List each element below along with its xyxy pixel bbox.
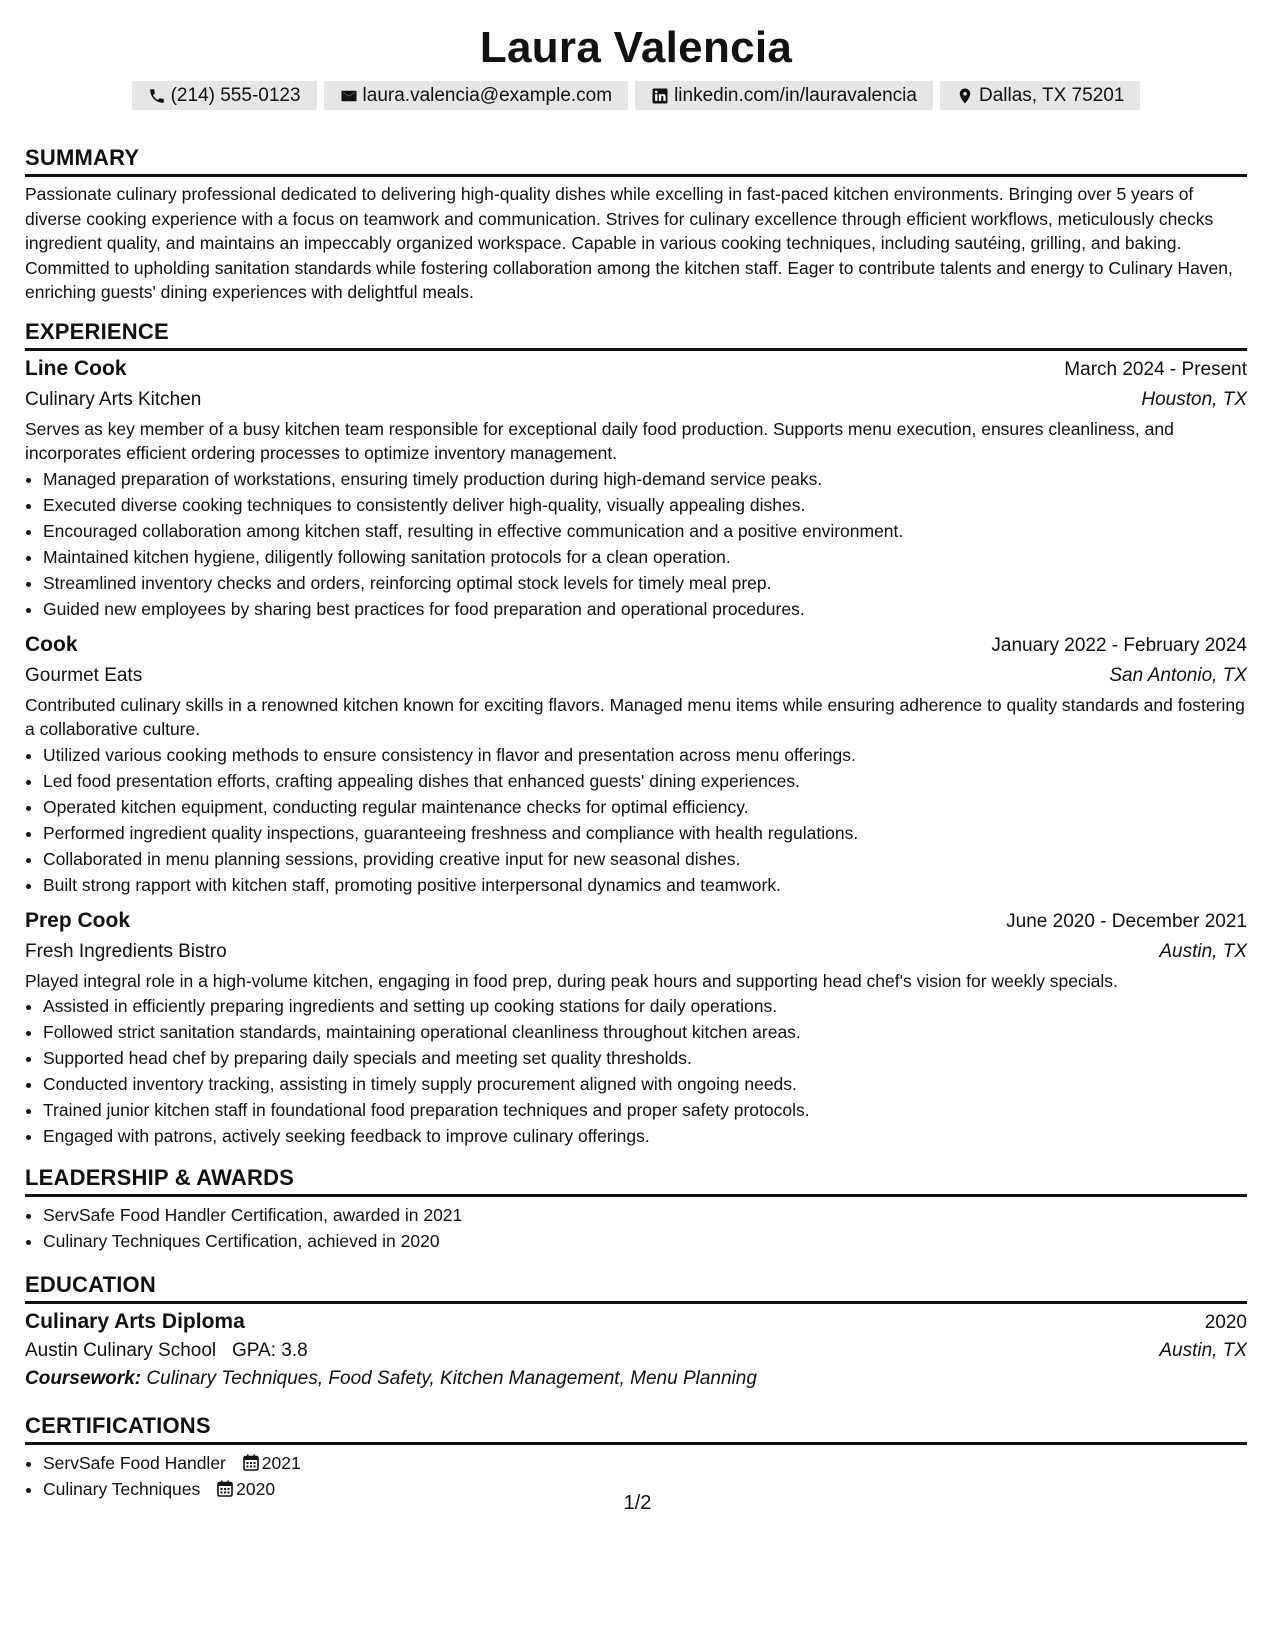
- job-location: Austin, TX: [1159, 940, 1247, 962]
- job-title: Cook: [25, 632, 78, 656]
- job-title: Line Cook: [25, 356, 127, 380]
- job-description: Played integral role in a high-volume kitchen, engaging in food prep, during peak hours and supporting head chef's vision for weekly specials.: [25, 970, 1118, 991]
- section-title-certifications: CERTIFICATIONS: [25, 1413, 1247, 1445]
- school-line: [25, 1337, 308, 1365]
- contact-bar: [25, 81, 1247, 110]
- coursework-text: Culinary Techniques, Food Safety, Kitchen Management, Menu Planning: [146, 1368, 757, 1389]
- section-title-leadership: LEADERSHIP & AWARDS: [25, 1165, 1247, 1197]
- job-dates: March 2024 - Present: [1064, 358, 1247, 380]
- section-title-summary: SUMMARY: [25, 145, 1247, 177]
- section-title-experience: EXPERIENCE: [25, 319, 1247, 351]
- cert-name: Culinary Techniques: [43, 1479, 201, 1499]
- school-name: Austin Culinary School: [25, 1340, 217, 1361]
- summary-text: Passionate culinary professional dedicated to delivering high-quality dishes while excelling in fast-paced kitchen environments. Bringing over 5 years of diverse cooking experience with a focus on teamwork and communication. Strives for culinary excellence through efficient workflows, meticulously checks ingredient quality, and maintains an impeccably organized workspace. Capable in various cooking techniques, including sautéing, grilling, and baking. Committed to upholding sanitation standards while fostering collaboration among the kitchen staff. Eager to contribute talents and energy to Culinary Haven, enriching guests' dining experiences with delightful meals.: [25, 184, 1233, 302]
- resume-page: [25, 22, 1247, 1502]
- job-location: San Antonio, TX: [1109, 664, 1247, 686]
- job-bullets: [25, 742, 1247, 898]
- cert-year: 2021: [261, 1453, 301, 1473]
- job-entry: [25, 631, 1247, 898]
- list-item: • Engaged with patrons, actively seeking feedback to improve culinary offerings.: [43, 1123, 1247, 1149]
- contact-location[interactable]: [940, 81, 1140, 110]
- section-title-education: EDUCATION: [25, 1272, 1247, 1304]
- map-pin-icon: [956, 87, 974, 105]
- list-item: • Culinary Techniques Certification, achieved in 2020: [43, 1228, 1247, 1254]
- education-section: [25, 1272, 1247, 1393]
- leadership-section: [25, 1165, 1247, 1254]
- list-item: • Collaborated in menu planning sessions, providing creative input for new seasonal dishes.: [43, 846, 1247, 872]
- contact-linkedin[interactable]: [635, 81, 933, 110]
- cert-name: ServSafe Food Handler: [43, 1453, 226, 1473]
- coursework-line: [25, 1365, 1247, 1393]
- phone-icon: [148, 87, 166, 105]
- gpa: GPA: 3.8: [232, 1340, 308, 1361]
- calendar-icon: [243, 1454, 259, 1471]
- list-item: • Led food presentation efforts, crafting appealing dishes that enhanced guests' dining experiences.: [43, 768, 1247, 794]
- candidate-name: Laura Valencia: [479, 23, 793, 72]
- cert-year: 2020: [236, 1479, 276, 1499]
- list-item: • Utilized various cooking methods to ensure consistency in flavor and presentation across menu offerings.: [43, 742, 1247, 768]
- job-location: Houston, TX: [1141, 388, 1247, 410]
- job-entry: [25, 907, 1247, 1150]
- list-item: • Supported head chef by preparing daily specials and meeting set quality thresholds.: [43, 1045, 1247, 1071]
- location-text: Dallas, TX 75201: [978, 85, 1125, 106]
- school-location: Austin, TX: [1159, 1340, 1247, 1361]
- job-company: Gourmet Eats: [25, 664, 143, 686]
- list-item: • Encouraged collaboration among kitchen staff, resulting in effective communication and a positive environment.: [43, 518, 1247, 544]
- list-item: • Streamlined inventory checks and orders, reinforcing optimal stock levels for timely meal prep.: [43, 570, 1247, 596]
- list-item: [43, 1450, 1247, 1476]
- graduation-year: 2020: [1204, 1312, 1247, 1333]
- job-description: Contributed culinary skills in a renowned kitchen known for exciting flavors. Managed menu items while ensuring adherence to quality standards and fostering a collaborative culture.: [25, 694, 1245, 739]
- job-dates: January 2022 - February 2024: [991, 634, 1247, 656]
- list-item: • Guided new employees by sharing best practices for food preparation and operational procedures.: [43, 596, 1247, 622]
- job-company: Fresh Ingredients Bistro: [25, 940, 227, 962]
- job-bullets: [25, 466, 1247, 622]
- job-dates: June 2020 - December 2021: [1006, 910, 1247, 932]
- list-item: • Followed strict sanitation standards, maintaining operational cleanliness throughout kitchen areas.: [43, 1019, 1247, 1045]
- page-number: 1/2: [623, 1492, 652, 1514]
- envelope-icon: [340, 87, 358, 105]
- job-description: Serves as key member of a busy kitchen team responsible for exceptional daily food production. Supports menu execution, ensures cleanliness, and incorporates efficient ordering processes to optimize inventory management.: [25, 418, 1174, 463]
- degree-title: Culinary Arts Diploma: [25, 1310, 245, 1333]
- list-item: • Maintained kitchen hygiene, diligently following sanitation protocols for a clean operation.: [43, 544, 1247, 570]
- summary-section: [25, 145, 1247, 305]
- list-item: • Performed ingredient quality inspections, guaranteeing freshness and compliance with health regulations.: [43, 820, 1247, 846]
- coursework-label: Coursework:: [25, 1368, 142, 1389]
- list-item: • Executed diverse cooking techniques to consistently deliver high-quality, visually appealing dishes.: [43, 492, 1247, 518]
- list-item: • Assisted in efficiently preparing ingredients and setting up cooking stations for daily operations.: [43, 993, 1247, 1019]
- leadership-list: [25, 1202, 1247, 1254]
- experience-section: [25, 319, 1247, 1150]
- job-company: Culinary Arts Kitchen: [25, 388, 202, 410]
- phone-text: (214) 555-0123: [170, 85, 301, 106]
- list-item: • Built strong rapport with kitchen staff, promoting positive interpersonal dynamics and teamwork.: [43, 872, 1247, 898]
- email-text: laura.valencia@example.com: [362, 85, 613, 106]
- linkedin-text: linkedin.com/in/lauravalencia: [674, 85, 917, 106]
- list-item: • Conducted inventory tracking, assisting in timely supply procurement aligned with ongoing needs.: [43, 1071, 1247, 1097]
- linkedin-icon: [651, 87, 669, 105]
- contact-email[interactable]: [324, 81, 629, 110]
- list-item: • Trained junior kitchen staff in foundational food preparation techniques and proper safety protocols.: [43, 1097, 1247, 1123]
- list-item: • ServSafe Food Handler Certification, awarded in 2021: [43, 1202, 1247, 1228]
- job-title: Prep Cook: [25, 908, 131, 932]
- job-bullets: [25, 993, 1247, 1149]
- certifications-section: [25, 1413, 1247, 1502]
- contact-phone[interactable]: [132, 81, 317, 110]
- list-item: • Operated kitchen equipment, conducting regular maintenance checks for optimal efficiency.: [43, 794, 1247, 820]
- job-entry: [25, 355, 1247, 622]
- list-item: • Managed preparation of workstations, ensuring timely production during high-demand service peaks.: [43, 466, 1247, 492]
